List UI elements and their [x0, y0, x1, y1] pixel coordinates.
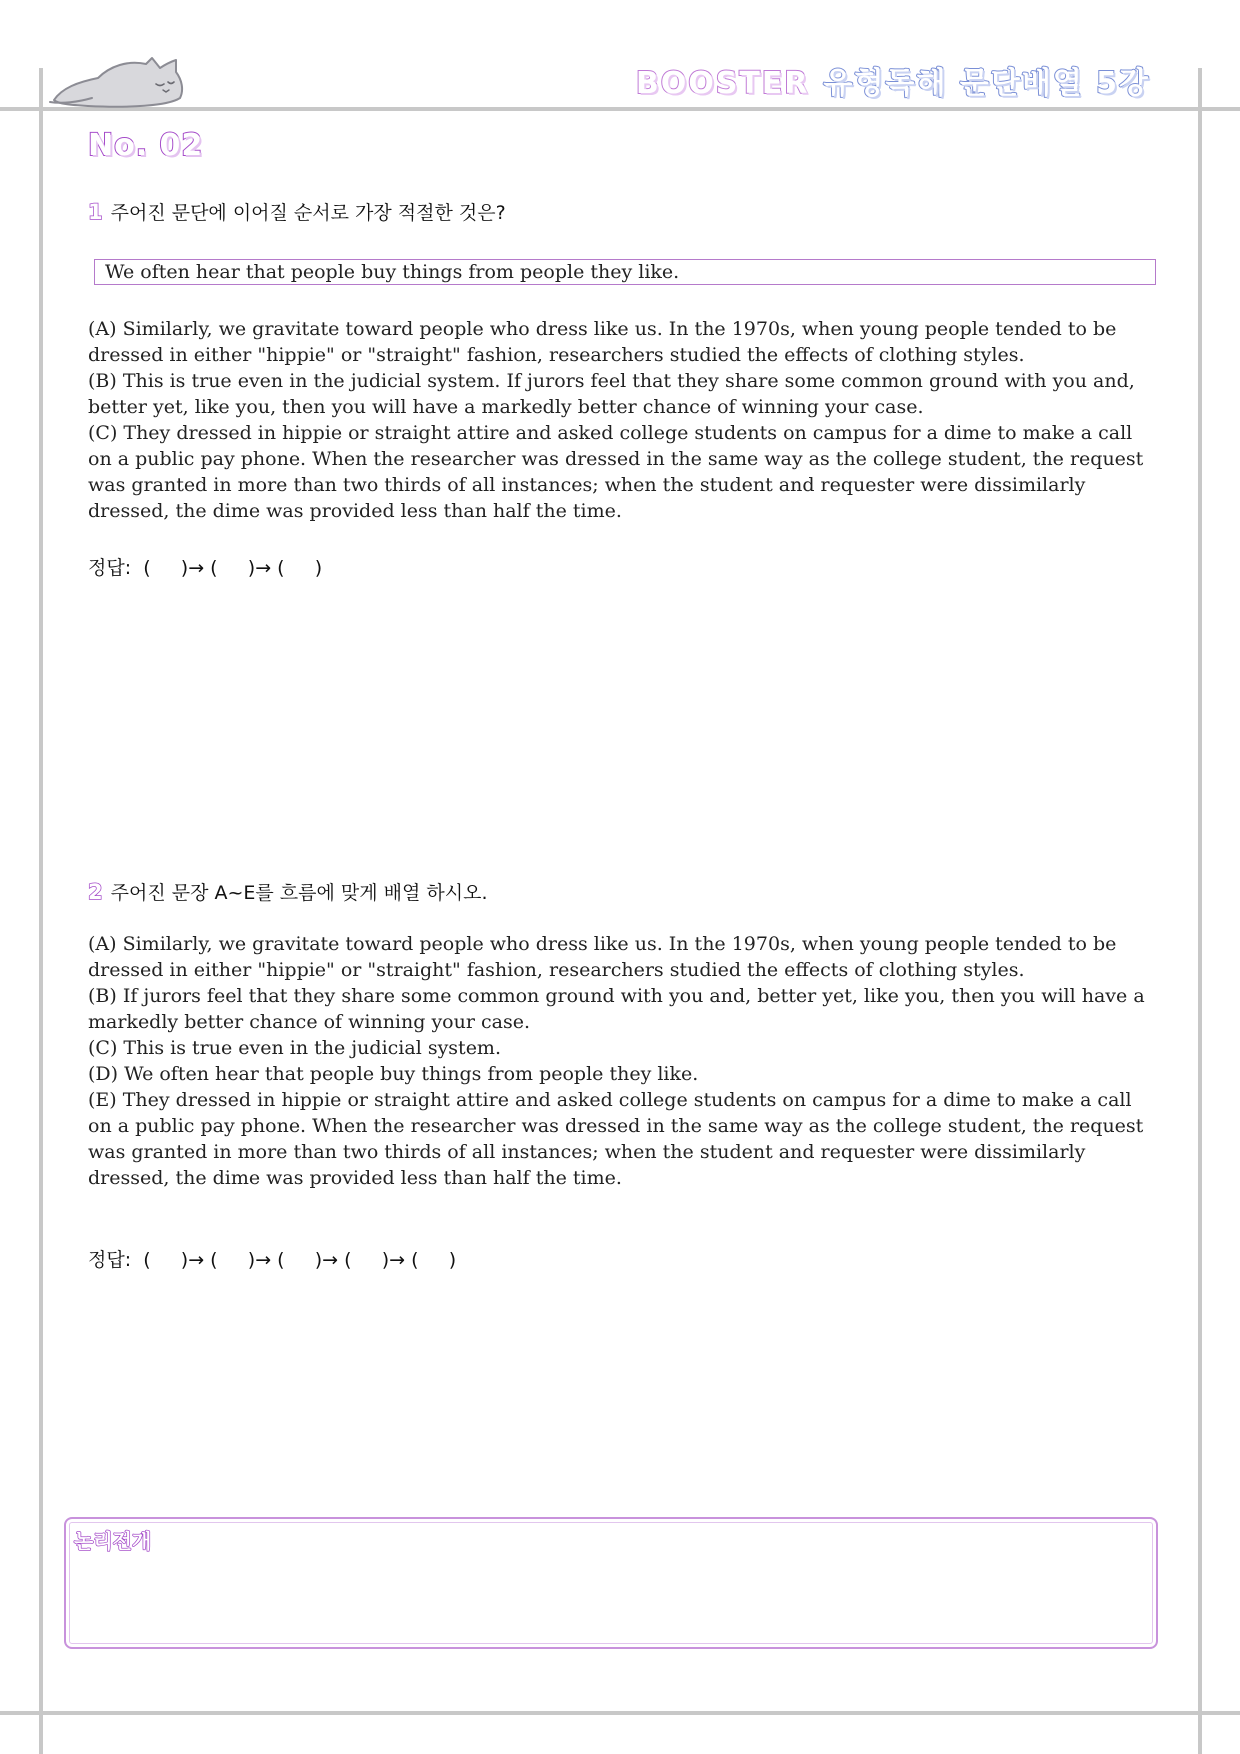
- question-1-number: 1: [88, 200, 103, 224]
- header-course: 유형독해 문단배열 5강: [823, 66, 1150, 101]
- question-1-heading: [88, 198, 506, 225]
- question-1-prompt: 주어진 문단에 이어질 순서로 가장 적절한 것은?: [110, 202, 506, 224]
- sleeping-cat-icon: [48, 54, 188, 110]
- sentence-a: (A) Similarly, we gravitate toward people who dress like us. In the 1970s, when young people tended to be dressed in either "hippie" or "straight" fashion, researchers studied the effects of clothing styles.: [88, 933, 1117, 981]
- paragraph-b: (B) This is true even in the judicial system. If jurors feel that they share some common ground with you and, better yet, like you, then you will have a markedly better chance of winning your case.: [88, 370, 1135, 418]
- header-title: [636, 58, 1150, 102]
- sentence-d: (D) We often hear that people buy things from people they like.: [88, 1063, 699, 1085]
- header-brand: BOOSTER: [635, 66, 810, 101]
- sentence-c: (C) This is true even in the judicial system.: [88, 1037, 501, 1059]
- question-1-passage: [88, 316, 1158, 524]
- sentence-b: (B) If jurors feel that they share some common ground with you and, better yet, like you, then you will have a markedly better chance of winning your case.: [88, 985, 1145, 1033]
- problem-number: No. 02: [88, 128, 204, 163]
- question-2-heading: [88, 878, 488, 905]
- paragraph-a: (A) Similarly, we gravitate toward people who dress like us. In the 1970s, when young people tended to be dressed in either "hippie" or "straight" fashion, researchers studied the effects of clothing styles.: [88, 318, 1117, 366]
- sentence-e: (E) They dressed in hippie or straight attire and asked college students on campus for a dime to make a call on a public pay phone. When the researcher was dressed in the same way as the college student, the request was granted in more than two thirds of all instances; when the student and requester were dissimilarly dressed, the dime was provided less than half the time.: [88, 1089, 1144, 1189]
- logic-flow-memo-box[interactable]: [64, 1517, 1158, 1649]
- left-margin-rule: [39, 68, 43, 1754]
- question-1-answer-blanks: 정답: ( )→ ( )→ ( ): [88, 557, 323, 579]
- question-2-sentences: [88, 931, 1158, 1191]
- question-2-answer-blanks: 정답: ( )→ ( )→ ( )→ ( )→ ( ): [88, 1249, 457, 1271]
- memo-label: 논리전개: [74, 1529, 152, 1553]
- given-paragraph-box: We often hear that people buy things from people they like.: [94, 259, 1156, 285]
- right-margin-rule: [1198, 68, 1202, 1754]
- footer-rule: [0, 1711, 1240, 1715]
- paragraph-c: (C) They dressed in hippie or straight attire and asked college students on campus for a dime to make a call on a public pay phone. When the researcher was dressed in the same way as the college student, the request was granted in more than two thirds of all instances; when the student and requester were dissimilarly dressed, the dime was provided less than half the time.: [88, 422, 1144, 522]
- question-2-prompt: 주어진 문장 A~E를 흐름에 맞게 배열 하시오.: [110, 882, 488, 904]
- question-2-number: 2: [88, 880, 103, 904]
